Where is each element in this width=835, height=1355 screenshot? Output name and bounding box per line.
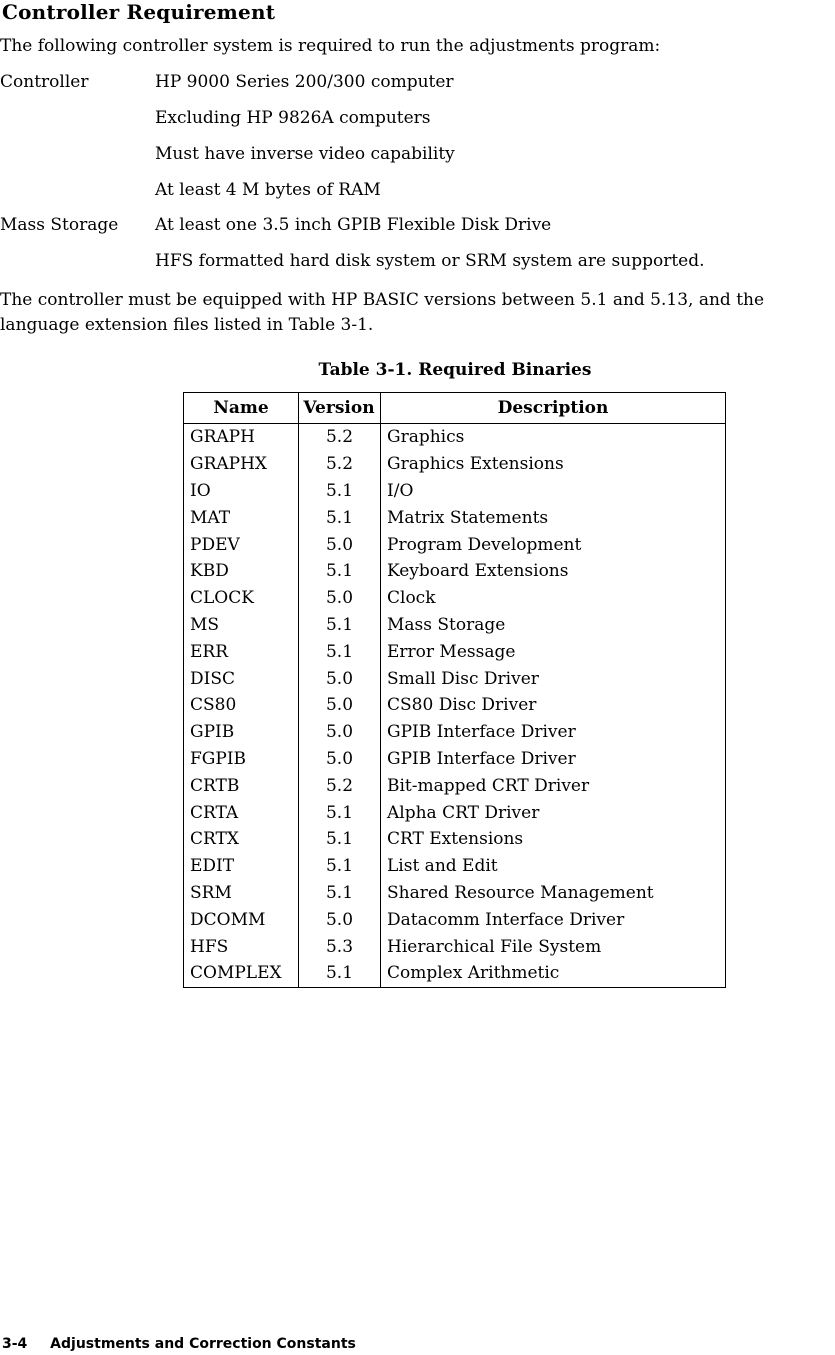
table-row — [184, 612, 726, 639]
binary-name: COMPLEX — [184, 960, 299, 987]
binary-version: 5.1 — [299, 558, 381, 585]
binary-version: 5.0 — [299, 531, 381, 558]
table-row — [184, 665, 726, 692]
binary-name: ERR — [184, 638, 299, 665]
binary-version: 5.0 — [299, 746, 381, 773]
binary-version: 5.1 — [299, 853, 381, 880]
intro-text: The following controller system is required to run the adjustments program: — [0, 36, 661, 56]
binary-description: List and Edit — [381, 853, 726, 880]
table-row — [184, 880, 726, 907]
req-value: Must have inverse video capability — [155, 144, 455, 164]
binary-version: 5.1 — [299, 799, 381, 826]
binary-description: Graphics Extensions — [381, 451, 726, 478]
binary-version: 5.1 — [299, 880, 381, 907]
table-row — [184, 692, 726, 719]
table-row — [184, 799, 726, 826]
required-binaries-table — [183, 392, 726, 988]
binary-name: GRAPH — [184, 424, 299, 451]
req-value: At least one 3.5 inch GPIB Flexible Disk Drive — [155, 215, 552, 235]
table-row — [184, 933, 726, 960]
req-value: At least 4 M bytes of RAM — [155, 180, 381, 200]
binary-version: 5.2 — [299, 424, 381, 451]
table-row — [184, 638, 726, 665]
binary-description: Complex Arithmetic — [381, 960, 726, 987]
header-name: Name — [184, 393, 299, 424]
binary-version: 5.3 — [299, 933, 381, 960]
header-version: Version — [299, 393, 381, 424]
binary-name: MAT — [184, 504, 299, 531]
page-number: 3-4 — [2, 1336, 28, 1352]
binary-version: 5.2 — [299, 772, 381, 799]
req-value: HP 9000 Series 200/300 computer — [155, 72, 454, 92]
binary-name: PDEV — [184, 531, 299, 558]
binary-name: CRTB — [184, 772, 299, 799]
header-description: Description — [381, 393, 726, 424]
binary-description: Graphics — [381, 424, 726, 451]
binary-description: Hierarchical File System — [381, 933, 726, 960]
binary-description: Small Disc Driver — [381, 665, 726, 692]
body-paragraph: The controller must be equipped with HP BASIC versions between 5.1 and 5.13, and the language extension files listed in Table 3-1. — [0, 290, 765, 335]
binary-name: KBD — [184, 558, 299, 585]
binary-name: EDIT — [184, 853, 299, 880]
binary-version: 5.2 — [299, 451, 381, 478]
table-caption: Table 3-1. Required Binaries — [318, 360, 592, 380]
table-row — [184, 746, 726, 773]
table-row — [184, 451, 726, 478]
binary-version: 5.1 — [299, 612, 381, 639]
binary-description: Error Message — [381, 638, 726, 665]
binary-version: 5.1 — [299, 478, 381, 505]
table-body — [184, 424, 726, 988]
binary-description: Bit-mapped CRT Driver — [381, 772, 726, 799]
req-label-mass-storage: Mass Storage — [0, 215, 119, 235]
binary-version: 5.1 — [299, 826, 381, 853]
binary-version: 5.0 — [299, 719, 381, 746]
binary-name: CRTA — [184, 799, 299, 826]
binary-version: 5.1 — [299, 504, 381, 531]
binary-name: CS80 — [184, 692, 299, 719]
binary-name: DISC — [184, 665, 299, 692]
table-row — [184, 504, 726, 531]
binary-version: 5.0 — [299, 692, 381, 719]
binary-description: Keyboard Extensions — [381, 558, 726, 585]
footer-title: Adjustments and Correction Constants — [50, 1336, 356, 1352]
binary-description: Mass Storage — [381, 612, 726, 639]
binary-name: CRTX — [184, 826, 299, 853]
req-value: Excluding HP 9826A computers — [155, 108, 431, 128]
binary-description: Shared Resource Management — [381, 880, 726, 907]
binary-description: Clock — [381, 585, 726, 612]
binary-name: MS — [184, 612, 299, 639]
binary-name: GPIB — [184, 719, 299, 746]
binary-description: GPIB Interface Driver — [381, 719, 726, 746]
table-row — [184, 960, 726, 987]
section-heading: Controller Requirement — [2, 0, 276, 24]
binary-version: 5.1 — [299, 960, 381, 987]
binary-description: CRT Extensions — [381, 826, 726, 853]
binary-name: DCOMM — [184, 906, 299, 933]
binary-description: Program Development — [381, 531, 726, 558]
table-row — [184, 826, 726, 853]
binary-description: Datacomm Interface Driver — [381, 906, 726, 933]
table-row — [184, 772, 726, 799]
binary-name: FGPIB — [184, 746, 299, 773]
table-row — [184, 478, 726, 505]
table-row — [184, 585, 726, 612]
binary-name: CLOCK — [184, 585, 299, 612]
binary-name: HFS — [184, 933, 299, 960]
binary-version: 5.0 — [299, 665, 381, 692]
binary-description: Alpha CRT Driver — [381, 799, 726, 826]
table-row — [184, 558, 726, 585]
table-row — [184, 531, 726, 558]
req-label-controller: Controller — [0, 72, 89, 92]
table-row — [184, 424, 726, 451]
binary-description: Matrix Statements — [381, 504, 726, 531]
table-row — [184, 719, 726, 746]
binary-version: 5.0 — [299, 906, 381, 933]
req-value: HFS formatted hard disk system or SRM system are supported. — [155, 251, 705, 271]
table-row — [184, 853, 726, 880]
binary-description: I/O — [381, 478, 726, 505]
binary-name: GRAPHX — [184, 451, 299, 478]
binary-version: 5.0 — [299, 585, 381, 612]
table-row — [184, 906, 726, 933]
page-footer — [2, 1336, 356, 1352]
binary-name: IO — [184, 478, 299, 505]
binary-name: SRM — [184, 880, 299, 907]
binary-description: GPIB Interface Driver — [381, 746, 726, 773]
binary-version: 5.1 — [299, 638, 381, 665]
table-header-row — [184, 393, 726, 424]
binary-description: CS80 Disc Driver — [381, 692, 726, 719]
